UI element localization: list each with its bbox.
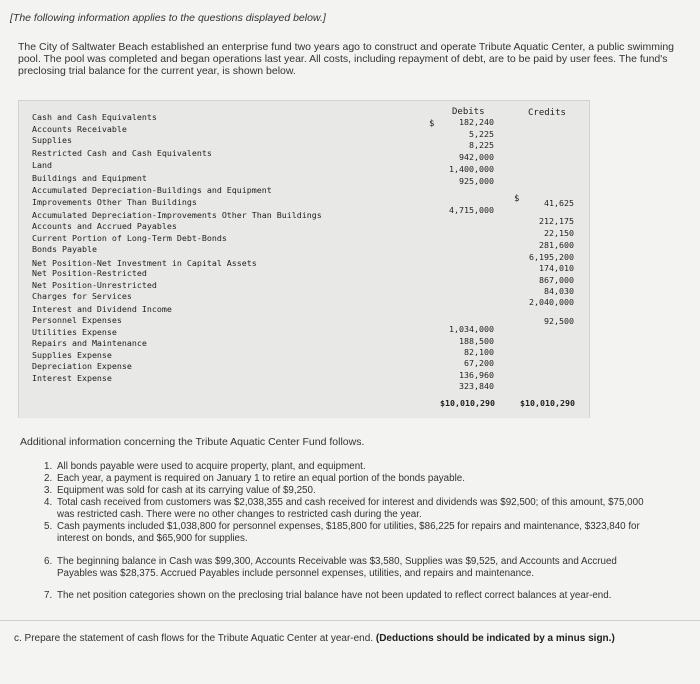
debits-header: Debits [452, 107, 485, 117]
tb-row-label: Accounts and Accrued Payables [32, 221, 177, 231]
total-debits: $10,010,290 [440, 398, 495, 408]
tb-row-debit: 136,960 [459, 370, 494, 380]
additional-item-6: 6. The beginning balance in Cash was $99,300, Accounts Receivable was $3,580, Supplies was $9,525, and Accounts and Accrued Payables was $28,375. Accrued Payables include personnel expenses, utilities, and repairs and maintenance. [44, 556, 617, 579]
tb-row-label: Improvements Other Than Buildings [32, 197, 197, 207]
tb-row-credit: 867,000 [539, 275, 574, 285]
tb-row-label: Interest Expense [32, 373, 112, 383]
tb-row-debit: 82,100 [464, 347, 494, 357]
additional-item-1: 1. All bonds payable were used to acquire property, plant, and equipment. [44, 461, 366, 472]
intro-note: [The following information applies to the questions displayed below.] [10, 12, 326, 24]
tb-row-label: Supplies [32, 135, 72, 145]
tb-row-label: Net Position-Restricted [32, 268, 147, 278]
intro-paragraph: The City of Saltwater Beach established an enterprise fund two years ago to construct and operate Tribute Aquatic Center, a public swimming pool. The pool was completed and began operations last year. All costs, including repayment of debt, are to be paid by user fees. The fund's preclosing trial balance for the current year, is shown below. [18, 41, 675, 77]
tb-row-debit: 925,000 [459, 176, 494, 186]
tb-row-debit: 4,715,000 [449, 205, 494, 215]
tb-row-label: Interest and Dividend Income [32, 304, 172, 314]
question-bar [0, 620, 700, 684]
tb-row-credit: 281,600 [539, 240, 574, 250]
deduction-note: (Deductions should be indicated by a minus sign.) [375, 633, 615, 644]
tb-row-label: Current Portion of Long-Term Debt-Bonds [32, 233, 227, 243]
tb-row-label: Utilities Expense [32, 327, 117, 337]
tb-row-credit: 92,500 [544, 316, 574, 326]
additional-item-4: 4. Total cash received from customers was $2,038,355 and cash received for interest and dividends was $92,500; of this amount, $75,000 was restricted cash. There were no other changes to restricted cash during the year. [44, 497, 644, 520]
tb-row-label: Personnel Expenses [32, 315, 122, 325]
total-credits: $10,010,290 [520, 398, 575, 408]
tb-row-label: Charges for Services [32, 291, 132, 301]
additional-heading: Additional information concerning the Tribute Aquatic Center Fund follows. [20, 436, 365, 448]
additional-item-5: 5. Cash payments included $1,038,800 for personnel expenses, $185,800 for utilities, $86,225 for repairs and maintenance, $323,840 for interest on bonds, and $65,900 for supplies. [44, 521, 640, 544]
tb-row-debit: 1,034,000 [449, 324, 494, 334]
tb-row-label: Accumulated Depreciation-Improvements Other Than Buildings [32, 210, 322, 220]
tb-row-credit: 22,150 [544, 228, 574, 238]
tb-row-debit: 5,225 [469, 129, 494, 139]
debit-dollar-sign: $ [429, 119, 435, 129]
tb-row-debit: 67,200 [464, 358, 494, 368]
tb-row-credit: 6,195,200 [529, 252, 574, 262]
tb-row-debit: 188,500 [459, 336, 494, 346]
tb-row-credit: 2,040,000 [529, 297, 574, 307]
tb-row-label: Buildings and Equipment [32, 173, 147, 183]
additional-item-2: 2. Each year, a payment is required on January 1 to retire an equal portion of the bonds payable. [44, 473, 465, 484]
tb-row-label: Net Position-Unrestricted [32, 280, 157, 290]
tb-row-debit: 323,840 [459, 381, 494, 391]
tb-row-label: Repairs and Maintenance [32, 338, 147, 348]
tb-row-debit: 942,000 [459, 152, 494, 162]
additional-item-3: 3. Equipment was sold for cash at its carrying value of $9,250. [44, 485, 316, 496]
tb-row-label: Land [32, 160, 52, 170]
tb-row-label: Cash and Cash Equivalents [32, 112, 157, 122]
question-prompt: c. Prepare the statement of cash flows for the Tribute Aquatic Center at year-end. (Deductions should be indicated by a minus sign.) [14, 633, 615, 644]
tb-row-label: Bonds Payable [32, 244, 97, 254]
credit-dollar-sign: $ [514, 194, 520, 204]
tb-row-label: Net Position-Net Investment in Capital Assets [32, 258, 257, 268]
additional-item-7: 7. The net position categories shown on the preclosing trial balance have not been updated to reflect correct balances at year-end. [44, 590, 612, 601]
tb-row-credit: 174,010 [539, 263, 574, 273]
tb-row-credit: 212,175 [539, 216, 574, 226]
credits-header: Credits [528, 108, 566, 118]
tb-row-label: Accumulated Depreciation-Buildings and Equipment [32, 185, 272, 195]
tb-row-label: Restricted Cash and Cash Equivalents [32, 148, 212, 158]
tb-row-credit: 41,625 [544, 198, 574, 208]
tb-row-label: Accounts Receivable [32, 124, 127, 134]
tb-row-label: Depreciation Expense [32, 361, 132, 371]
tb-row-debit: 182,240 [459, 117, 494, 127]
tb-row-credit: 84,030 [544, 286, 574, 296]
tb-row-debit: 1,400,000 [449, 164, 494, 174]
tb-row-debit: 8,225 [469, 140, 494, 150]
tb-row-label: Supplies Expense [32, 350, 112, 360]
